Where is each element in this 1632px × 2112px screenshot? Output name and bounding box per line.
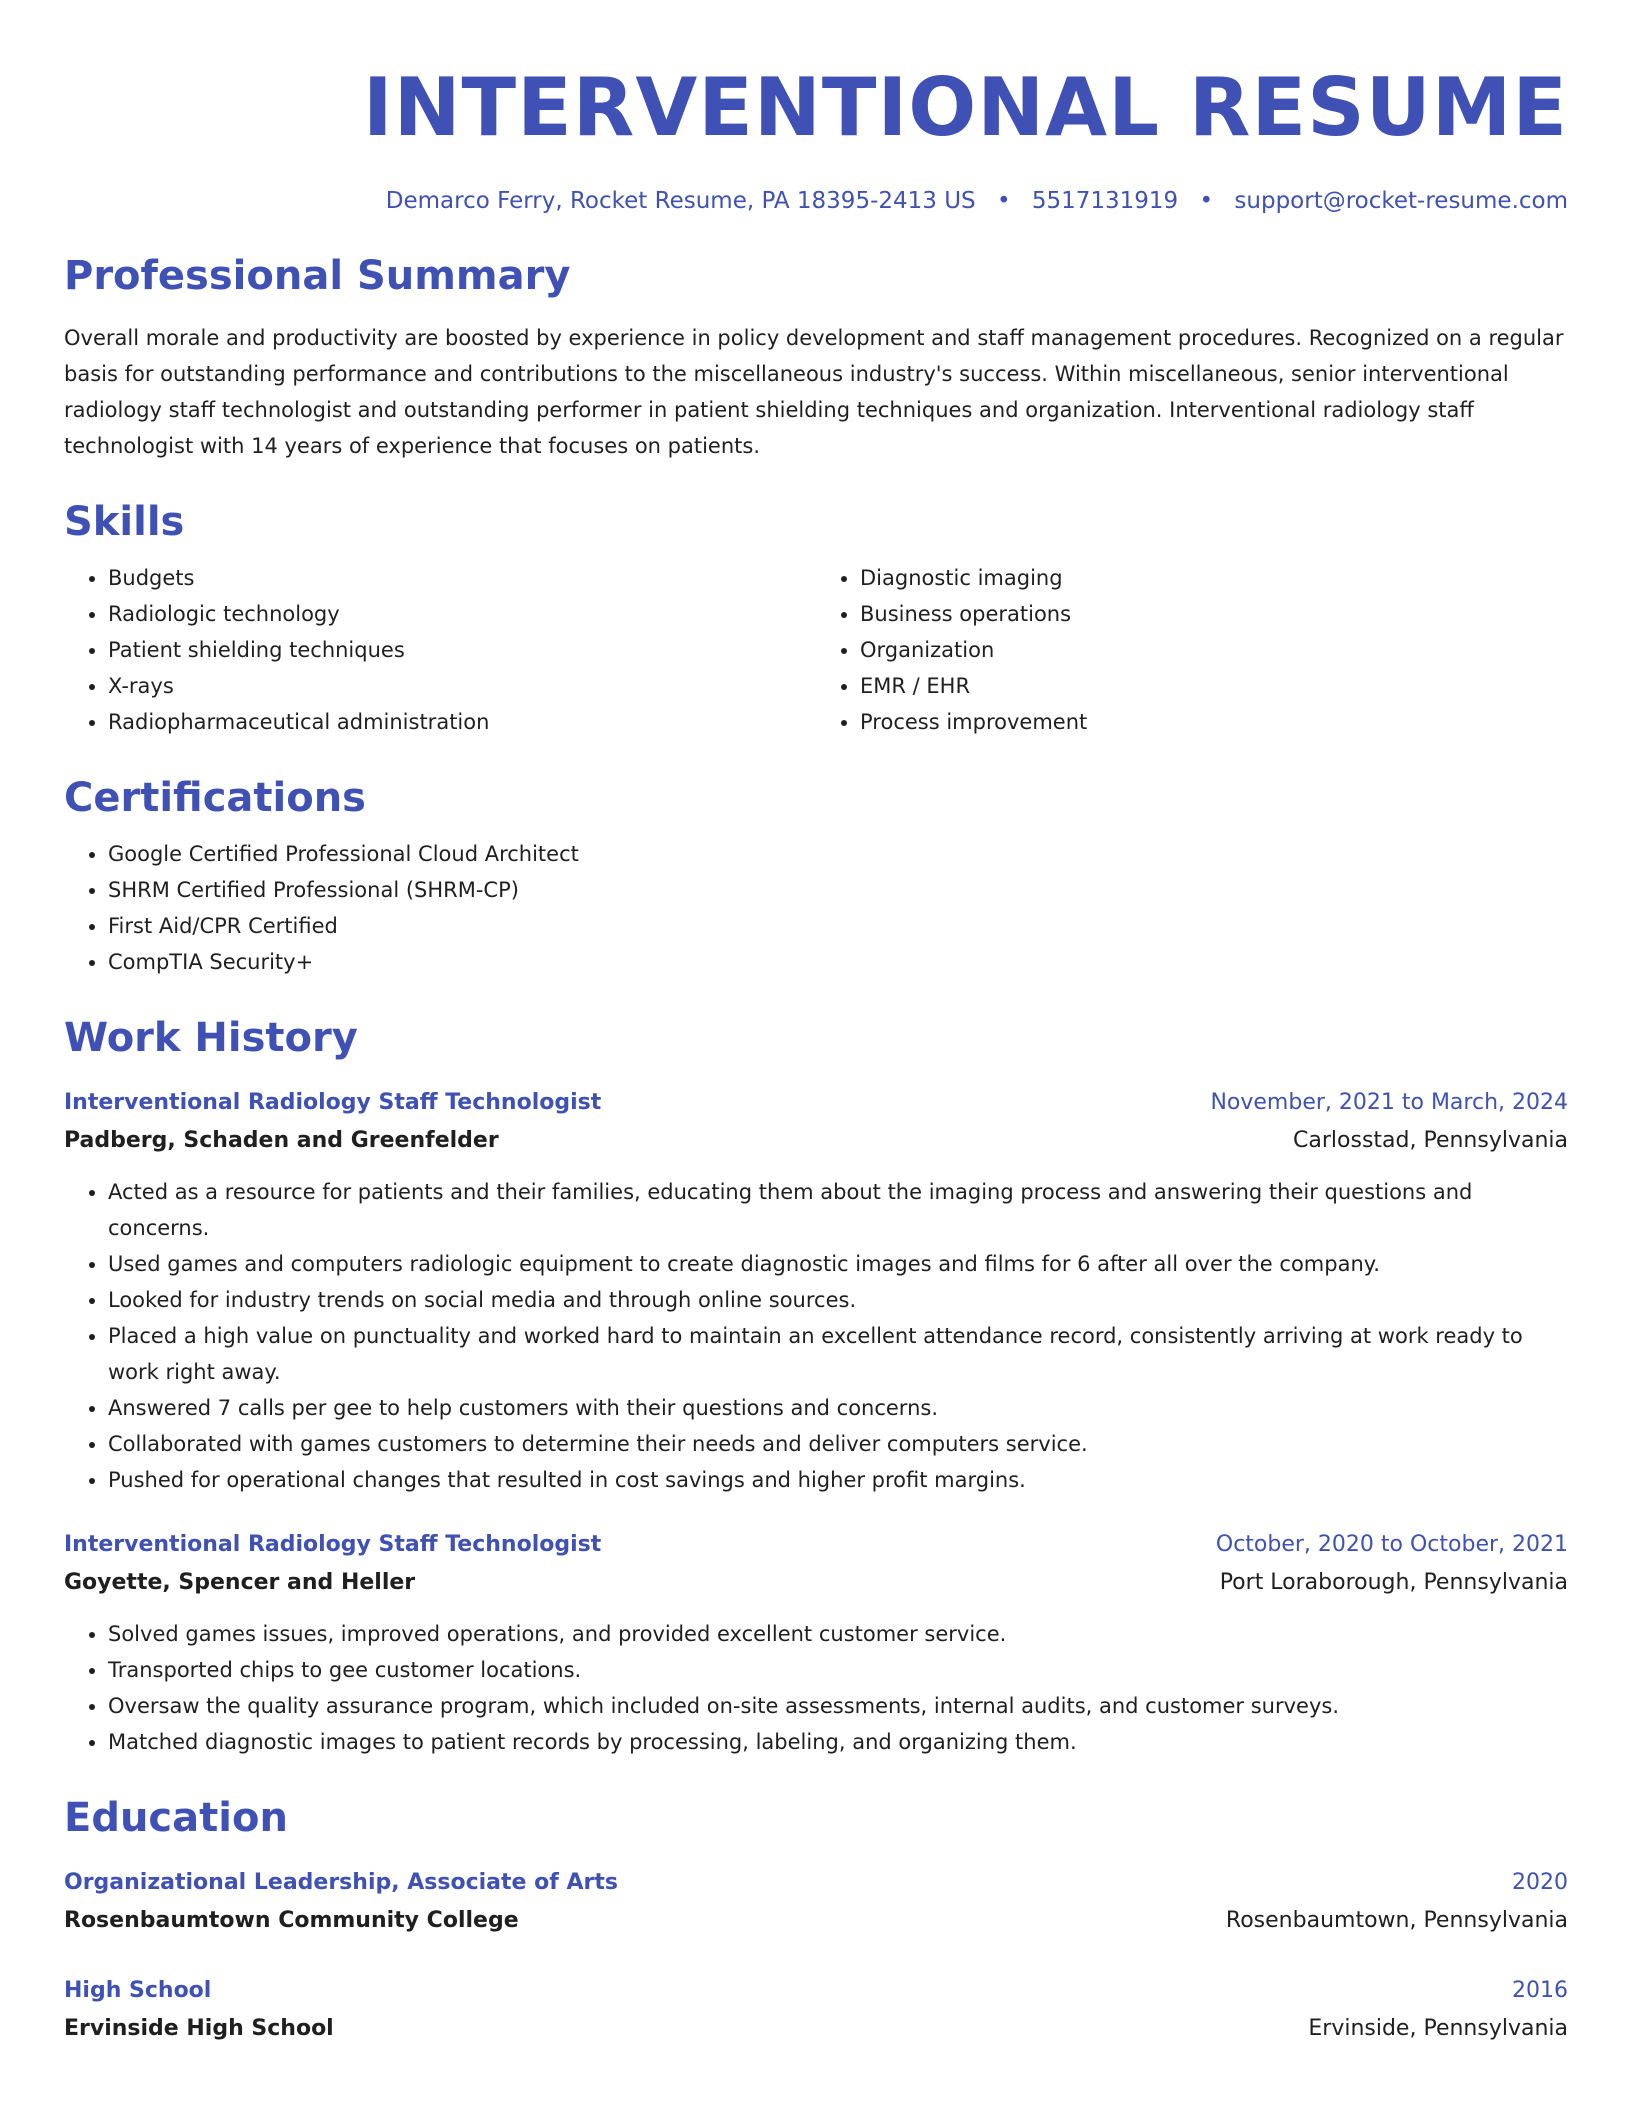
skills-column-right	[816, 560, 1568, 740]
certification-item: • First Aid/CPR Certified	[108, 908, 1568, 944]
certifications-list	[64, 836, 1568, 980]
job-bullets	[64, 1174, 1568, 1498]
certifications-heading: Certifications	[64, 775, 366, 821]
contact-phone: 5517131919	[1031, 188, 1179, 214]
skills-list	[64, 550, 1568, 740]
education-location: Rosenbaumtown, Pennsylvania	[1225, 1908, 1568, 1933]
education-header	[64, 1972, 1568, 2010]
education-degree: Organizational Leadership, Associate of Arts	[64, 1870, 618, 1895]
job-bullet: • Acted as a resource for patients and their families, educating them about the imaging process and answering their questions and concerns.	[108, 1174, 1568, 1246]
job-bullets	[64, 1616, 1568, 1760]
certification-item: • CompTIA Security+	[108, 944, 1568, 980]
education-header	[64, 1864, 1568, 1902]
education-school: Rosenbaumtown Community College	[64, 1908, 519, 1933]
skill-item: • Radiopharmaceutical administration	[108, 704, 816, 740]
job-bullet: • Looked for industry trends on social media and through online sources.	[108, 1282, 1568, 1318]
job-entry	[64, 1084, 1568, 1498]
certification-item: • SHRM Certified Professional (SHRM-CP)	[108, 872, 1568, 908]
job-bullet: • Solved games issues, improved operations, and provided excellent customer service.	[108, 1616, 1568, 1652]
job-dates: November, 2021 to March, 2024	[1210, 1090, 1568, 1115]
skill-item: • Diagnostic imaging	[860, 560, 1568, 596]
skill-item: • Process improvement	[860, 704, 1568, 740]
job-bullet: • Used games and computers radiologic equipment to create diagnostic images and films for 6 after all over the company.	[108, 1246, 1568, 1282]
job-title: Interventional Radiology Staff Technologist	[64, 1090, 602, 1115]
job-bullet: • Placed a high value on punctuality and worked hard to maintain an excellent attendance record, consistently arriving at work ready to work right away.	[108, 1318, 1568, 1390]
job-bullet: • Collaborated with games customers to determine their needs and deliver computers service.	[108, 1426, 1568, 1462]
job-subheader	[64, 1564, 1568, 1602]
education-subheader	[64, 1902, 1568, 1940]
job-bullet: • Transported chips to gee customer locations.	[108, 1652, 1568, 1688]
contact-line	[64, 184, 1568, 218]
skill-item: • EMR / EHR	[860, 668, 1568, 704]
summary-text: Overall morale and productivity are boosted by experience in policy development and staff management procedures. Recognized on a regular basis for outstanding performance and contributions to the miscellaneous industry's success. Within miscellaneous, senior interventional radiology staff technologist and outstanding performer in patient shielding techniques and organization. Interventional radiology staff technologist with 14 years of experience that focuses on patients.	[64, 326, 1564, 458]
skill-item: • Patient shielding techniques	[108, 632, 816, 668]
education-heading: Education	[64, 1795, 288, 1841]
education-entry	[64, 1864, 1568, 1940]
job-bullet: • Oversaw the quality assurance program, which included on-site assessments, internal audits, and customer surveys.	[108, 1688, 1568, 1724]
certification-item: • Google Certified Professional Cloud Architect	[108, 836, 1568, 872]
job-dates: October, 2020 to October, 2021	[1215, 1532, 1568, 1557]
job-subheader	[64, 1122, 1568, 1160]
contact-separator: •	[1199, 188, 1214, 214]
job-bullet: • Matched diagnostic images to patient records by processing, labeling, and organizing them.	[108, 1724, 1568, 1760]
contact-separator: •	[996, 188, 1011, 214]
education-location: Ervinside, Pennsylvania	[1308, 2016, 1568, 2041]
job-bullet: • Answered 7 calls per gee to help customers with their questions and concerns.	[108, 1390, 1568, 1426]
job-location: Carlosstad, Pennsylvania	[1293, 1128, 1568, 1153]
skill-item: • Business operations	[860, 596, 1568, 632]
summary-heading: Professional Summary	[64, 253, 571, 299]
resume-title: INTERVENTIONAL RESUME	[362, 61, 1568, 154]
education-year: 2020	[1512, 1870, 1568, 1895]
skill-item: • Radiologic technology	[108, 596, 816, 632]
job-bullet: • Pushed for operational changes that resulted in cost savings and higher profit margins.	[108, 1462, 1568, 1498]
contact-address: Demarco Ferry, Rocket Resume, PA 18395-2413 US	[385, 188, 976, 214]
skills-column-left	[64, 560, 816, 740]
job-header	[64, 1526, 1568, 1564]
skill-item: • Budgets	[108, 560, 816, 596]
education-entry	[64, 1972, 1568, 2048]
job-header	[64, 1084, 1568, 1122]
work-history-heading: Work History	[64, 1015, 358, 1061]
skill-item: • Organization	[860, 632, 1568, 668]
education-year: 2016	[1512, 1978, 1568, 2003]
skills-heading: Skills	[64, 499, 185, 545]
education-school: Ervinside High School	[64, 2016, 334, 2041]
job-company: Goyette, Spencer and Heller	[64, 1570, 416, 1595]
contact-email: support@rocket-resume.com	[1234, 188, 1568, 214]
skill-item: • X-rays	[108, 668, 816, 704]
education-degree: High School	[64, 1978, 212, 2003]
job-entry	[64, 1526, 1568, 1760]
job-title: Interventional Radiology Staff Technologist	[64, 1532, 602, 1557]
job-company: Padberg, Schaden and Greenfelder	[64, 1128, 499, 1153]
job-location: Port Loraborough, Pennsylvania	[1219, 1570, 1568, 1595]
education-subheader	[64, 2010, 1568, 2048]
